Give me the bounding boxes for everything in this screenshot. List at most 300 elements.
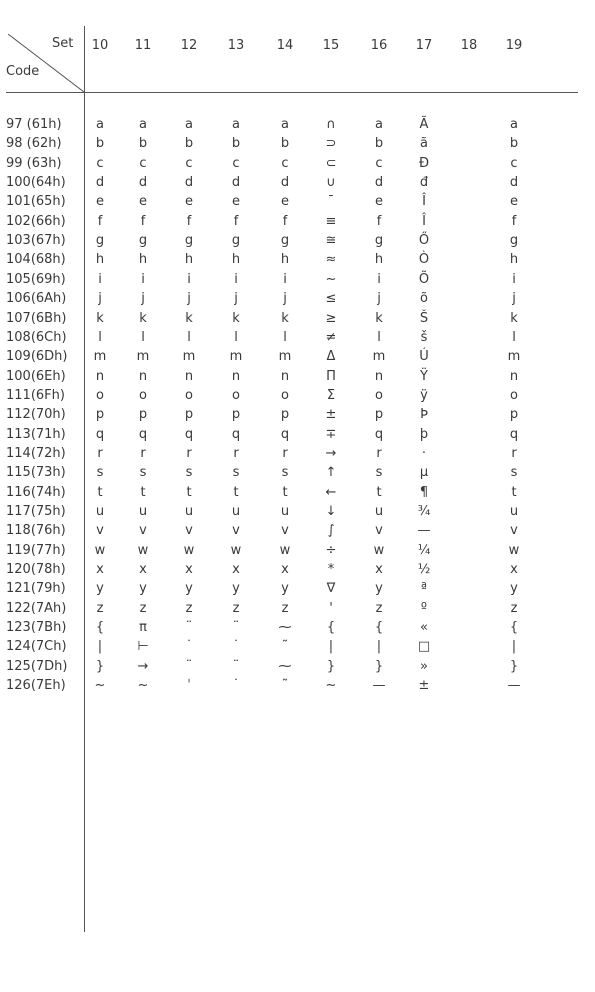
table-cell: b: [374, 136, 384, 152]
table-cell: g: [184, 233, 194, 249]
table-cell: |: [97, 639, 103, 655]
set-header-18: 18: [460, 38, 478, 53]
table-cell: ˙: [232, 678, 240, 694]
table-cell: s: [96, 465, 104, 481]
table-cell: q: [231, 426, 241, 442]
table-cell: c: [185, 155, 193, 171]
table-cell: z: [185, 600, 193, 616]
table-cell: ¶: [419, 484, 429, 500]
table-cell: ª: [420, 581, 428, 597]
table-cell: µ: [419, 465, 429, 481]
table-cell: x: [185, 562, 193, 578]
table-cell: w: [183, 542, 195, 558]
table-cell: Þ: [420, 407, 428, 423]
table-cell: g: [95, 233, 105, 249]
table-cell: q: [95, 426, 105, 442]
table-cell: r: [282, 445, 288, 461]
table-cell: v: [510, 523, 518, 539]
table-cell: w: [94, 542, 106, 558]
table-cell: ˙: [232, 639, 240, 655]
table-cell: ≡: [325, 213, 337, 229]
table-cell: l: [283, 329, 287, 345]
table-cell: g: [280, 233, 290, 249]
table-cell: g: [231, 233, 241, 249]
table-cell: n: [280, 368, 290, 384]
table-cell: j: [187, 291, 191, 307]
table-cell: f: [282, 213, 288, 229]
table-cell: l: [98, 329, 102, 345]
table-cell: o: [139, 387, 147, 403]
table-cell: z: [510, 600, 518, 616]
table-cell: º: [420, 600, 428, 616]
table-cell: Õ: [418, 271, 430, 287]
set-header-11: 11: [134, 38, 152, 53]
row-code: 100(6Eh): [6, 368, 66, 384]
table-cell: š: [420, 329, 428, 345]
row-code: 117(75h): [6, 504, 66, 519]
table-cell: a: [510, 117, 518, 132]
table-cell: ¨: [232, 620, 240, 636]
table-cell: h: [280, 252, 290, 268]
table-cell: Ú: [419, 349, 429, 365]
table-cell: ∫: [327, 523, 335, 539]
table-cell: s: [185, 465, 193, 481]
table-cell: j: [234, 291, 238, 307]
table-cell: o: [185, 387, 193, 403]
table-cell: ∓: [325, 426, 337, 442]
table-cell: c: [139, 155, 147, 171]
table-cell: w: [373, 542, 385, 558]
table-cell: f: [186, 213, 192, 229]
table-cell: y: [375, 581, 383, 597]
table-cell: a: [96, 117, 104, 132]
row-code: 98 (62h): [6, 136, 62, 152]
set-header-17: 17: [415, 38, 433, 53]
row-code: 124(7Ch): [6, 639, 67, 655]
table-cell: ⊂: [325, 155, 337, 171]
corner-code-label: Code: [6, 64, 40, 79]
table-cell: q: [138, 426, 148, 442]
table-cell: ⊃: [325, 136, 337, 152]
table-cell: q: [184, 426, 194, 442]
table-cell: s: [510, 465, 518, 481]
row-code: 107(6Bh): [6, 310, 67, 326]
table-cell: h: [231, 252, 241, 268]
row-code: 100(64h): [6, 175, 66, 191]
table-cell: v: [185, 523, 193, 539]
table-cell: u: [95, 504, 105, 519]
table-cell: w: [137, 542, 149, 558]
table-cell: s: [375, 465, 383, 481]
table-cell: m: [182, 349, 196, 365]
row-code: 104(68h): [6, 252, 66, 268]
table-cell: q: [509, 426, 519, 442]
row-code: 118(76h): [6, 523, 66, 539]
table-cell: o: [281, 387, 289, 403]
table-cell: y: [232, 581, 240, 597]
table-cell: ∩: [326, 117, 336, 132]
table-cell: k: [510, 310, 518, 326]
table-cell: ˜: [281, 639, 289, 655]
table-cell: m: [507, 349, 521, 365]
table-cell: m: [278, 349, 292, 365]
table-cell: e: [375, 194, 383, 210]
table-cell: y: [281, 581, 289, 597]
table-cell: f: [233, 213, 239, 229]
table-cell: n: [95, 368, 105, 384]
set-header-12: 12: [180, 38, 198, 53]
table-cell: ±: [418, 678, 430, 694]
table-cell: o: [232, 387, 240, 403]
row-code: 119(77h): [6, 542, 66, 558]
table-cell: a: [139, 117, 147, 132]
table-cell: m: [372, 349, 386, 365]
set-header-10: 10: [91, 38, 109, 53]
table-cell: ÷: [325, 542, 337, 558]
row-code: 112(70h): [6, 407, 66, 423]
table-cell: —: [507, 678, 521, 694]
table-cell: x: [510, 562, 518, 578]
table-cell: Î: [422, 194, 426, 210]
table-cell: õ: [420, 291, 428, 307]
table-cell: h: [374, 252, 384, 268]
table-cell: ˜: [281, 678, 289, 694]
table-cell: w: [508, 542, 520, 558]
table-cell: t: [97, 484, 103, 500]
table-cell: x: [375, 562, 383, 578]
table-cell: p: [138, 407, 148, 423]
table-cell: ±: [325, 407, 337, 423]
table-cell: z: [139, 600, 147, 616]
table-cell: }: [374, 658, 384, 674]
set-header-15: 15: [322, 38, 340, 53]
table-cell: p: [509, 407, 519, 423]
table-cell: ≤: [325, 291, 337, 307]
table-cell: m: [136, 349, 150, 365]
table-cell: z: [96, 600, 104, 616]
table-cell: p: [184, 407, 194, 423]
table-cell: Ÿ: [420, 368, 428, 384]
table-cell: k: [281, 310, 289, 326]
set-header-19: 19: [505, 38, 523, 53]
table-cell: a: [281, 117, 289, 132]
table-cell: r: [233, 445, 239, 461]
table-cell: ~: [137, 678, 149, 694]
table-cell: g: [374, 233, 384, 249]
row-code: 97 (61h): [6, 117, 62, 132]
corner-set-label: Set: [52, 36, 74, 51]
table-cell: u: [231, 504, 241, 519]
table-cell: n: [374, 368, 384, 384]
table-cell: e: [185, 194, 193, 210]
table-cell: ˙: [185, 639, 193, 655]
row-code: 122(7Ah): [6, 600, 67, 616]
table-cell: b: [95, 136, 105, 152]
table-cell: l: [234, 329, 238, 345]
table-cell: ': [329, 600, 333, 616]
table-cell: {: [509, 620, 519, 636]
table-cell: «: [420, 620, 428, 636]
table-cell: v: [375, 523, 383, 539]
table-cell: s: [281, 465, 289, 481]
table-cell: k: [139, 310, 147, 326]
table-cell: m: [229, 349, 243, 365]
table-cell: t: [186, 484, 192, 500]
table-cell: j: [512, 291, 516, 307]
table-cell: d: [184, 175, 194, 191]
table-cell: s: [232, 465, 240, 481]
table-cell: Σ: [326, 387, 336, 403]
table-cell: b: [184, 136, 194, 152]
table-cell: e: [232, 194, 240, 210]
table-cell: h: [184, 252, 194, 268]
table-cell: q: [374, 426, 384, 442]
table-cell: a: [185, 117, 193, 132]
table-cell: x: [232, 562, 240, 578]
table-cell: —: [417, 523, 431, 539]
table-cell: c: [375, 155, 383, 171]
table-cell: đ: [419, 175, 429, 191]
table-cell: {: [374, 620, 384, 636]
table-cell: →: [325, 445, 337, 461]
row-code: 125(7Dh): [6, 658, 68, 674]
row-code: 99 (63h): [6, 155, 62, 171]
table-cell: Î: [422, 213, 426, 229]
table-cell: |: [376, 639, 382, 655]
table-cell: ã: [420, 136, 428, 152]
table-cell: Δ: [326, 349, 336, 365]
table-cell: h: [509, 252, 519, 268]
row-code: 126(7Eh): [6, 678, 66, 694]
table-cell: ≥: [325, 310, 337, 326]
row-code: 121(79h): [6, 581, 66, 597]
table-cell: w: [279, 542, 291, 558]
table-cell: n: [138, 368, 148, 384]
table-cell: ↓: [325, 504, 337, 519]
table-cell: }: [326, 658, 336, 674]
table-cell: r: [97, 445, 103, 461]
table-cell: □: [417, 639, 431, 655]
table-cell: n: [509, 368, 519, 384]
table-cell: þ: [419, 426, 429, 442]
table-cell: x: [96, 562, 104, 578]
table-cell: d: [374, 175, 384, 191]
table-cell: ↑: [325, 465, 337, 481]
row-code: 111(6Fh): [6, 387, 65, 403]
table-cell: ≅: [325, 233, 337, 249]
table-cell: q: [280, 426, 290, 442]
table-cell: b: [280, 136, 290, 152]
table-cell: d: [95, 175, 105, 191]
table-cell: i: [512, 271, 516, 287]
table-cell: s: [139, 465, 147, 481]
table-cell: }: [509, 658, 519, 674]
table-cell: f: [511, 213, 517, 229]
table-cell: k: [185, 310, 193, 326]
table-cell: u: [509, 504, 519, 519]
table-cell: y: [96, 581, 104, 597]
table-cell: h: [95, 252, 105, 268]
table-cell: o: [96, 387, 104, 403]
table-cell: l: [187, 329, 191, 345]
table-cell: r: [186, 445, 192, 461]
table-cell: x: [139, 562, 147, 578]
table-cell: j: [141, 291, 145, 307]
table-cell: g: [509, 233, 519, 249]
table-cell: t: [511, 484, 517, 500]
table-cell: u: [374, 504, 384, 519]
table-cell: d: [509, 175, 519, 191]
table-cell: ~: [325, 678, 337, 694]
table-cell: {: [95, 620, 105, 636]
table-cell: ≈: [325, 252, 337, 268]
row-code: 106(6Ah): [6, 291, 67, 307]
table-cell: m: [93, 349, 107, 365]
table-cell: c: [96, 155, 104, 171]
table-cell: *: [327, 562, 335, 578]
table-cell: a: [375, 117, 383, 132]
table-cell: b: [509, 136, 519, 152]
table-cell: l: [377, 329, 381, 345]
table-cell: i: [283, 271, 287, 287]
table-cell: r: [140, 445, 146, 461]
table-cell: Ò: [418, 252, 430, 268]
table-cell: ·: [421, 445, 427, 461]
table-cell: y: [139, 581, 147, 597]
table-cell: ½: [417, 562, 431, 578]
row-code: 101(65h): [6, 194, 66, 210]
table-cell: ←: [325, 484, 337, 500]
table-cell: b: [138, 136, 148, 152]
table-cell: ~: [94, 678, 106, 694]
table-cell: d: [138, 175, 148, 191]
table-cell: h: [138, 252, 148, 268]
table-cell: k: [96, 310, 104, 326]
table-cell: →: [137, 658, 149, 674]
table-cell: ⁓: [278, 620, 292, 636]
row-code: 103(67h): [6, 233, 66, 249]
table-cell: ÿ: [420, 387, 428, 403]
row-code: 123(7Bh): [6, 620, 67, 636]
table-cell: g: [138, 233, 148, 249]
table-cell: r: [511, 445, 517, 461]
table-cell: o: [375, 387, 383, 403]
table-cell: v: [96, 523, 104, 539]
table-cell: t: [282, 484, 288, 500]
table-cell: ¼: [417, 542, 431, 558]
set-header-14: 14: [276, 38, 294, 53]
row-code: 113(71h): [6, 426, 66, 442]
table-cell: ˈ: [187, 678, 191, 694]
table-cell: c: [232, 155, 240, 171]
table-cell: r: [376, 445, 382, 461]
table-cell: ≠: [325, 329, 337, 345]
table-cell: l: [141, 329, 145, 345]
table-cell: e: [510, 194, 518, 210]
code-column-divider: [84, 26, 85, 932]
table-cell: z: [232, 600, 240, 616]
row-code: 114(72h): [6, 445, 66, 461]
table-cell: Π: [326, 368, 336, 384]
table-cell: }: [95, 658, 105, 674]
table-cell: ¨: [232, 658, 240, 674]
table-cell: c: [281, 155, 289, 171]
table-cell: i: [187, 271, 191, 287]
table-cell: n: [184, 368, 194, 384]
table-cell: ⊢: [137, 639, 149, 655]
row-code: 116(74h): [6, 484, 66, 500]
table-cell: π: [139, 620, 147, 636]
table-cell: u: [280, 504, 290, 519]
table-cell: y: [510, 581, 518, 597]
table-cell: ¨: [185, 658, 193, 674]
table-cell: d: [280, 175, 290, 191]
table-cell: v: [139, 523, 147, 539]
table-cell: p: [374, 407, 384, 423]
row-code: 102(66h): [6, 213, 66, 229]
table-cell: y: [185, 581, 193, 597]
table-cell: i: [377, 271, 381, 287]
table-cell: l: [512, 329, 516, 345]
table-cell: k: [375, 310, 383, 326]
table-cell: c: [510, 155, 518, 171]
table-cell: a: [232, 117, 240, 132]
table-cell: u: [184, 504, 194, 519]
table-cell: t: [140, 484, 146, 500]
set-header-13: 13: [227, 38, 245, 53]
table-cell: Ő: [418, 233, 430, 249]
table-cell: v: [232, 523, 240, 539]
table-cell: e: [281, 194, 289, 210]
table-cell: ~: [325, 271, 337, 287]
table-cell: »: [420, 658, 428, 674]
table-cell: f: [140, 213, 146, 229]
table-cell: p: [280, 407, 290, 423]
table-cell: b: [231, 136, 241, 152]
table-cell: t: [376, 484, 382, 500]
table-cell: |: [511, 639, 517, 655]
table-cell: Đ: [418, 155, 430, 171]
table-cell: e: [139, 194, 147, 210]
table-cell: n: [231, 368, 241, 384]
table-cell: d: [231, 175, 241, 191]
row-code: 105(69h): [6, 271, 66, 287]
table-cell: o: [510, 387, 518, 403]
table-cell: Ã: [419, 117, 429, 132]
table-cell: Š: [419, 310, 429, 326]
table-cell: z: [281, 600, 289, 616]
table-cell: i: [141, 271, 145, 287]
table-cell: {: [326, 620, 336, 636]
table-cell: x: [281, 562, 289, 578]
table-cell: ¯: [327, 194, 335, 210]
set-header-16: 16: [370, 38, 388, 53]
table-cell: f: [97, 213, 103, 229]
table-cell: e: [96, 194, 104, 210]
table-cell: j: [283, 291, 287, 307]
table-cell: ¨: [185, 620, 193, 636]
table-cell: t: [233, 484, 239, 500]
table-cell: p: [231, 407, 241, 423]
table-cell: ¾: [417, 504, 431, 519]
row-code: 120(78h): [6, 562, 66, 578]
table-cell: v: [281, 523, 289, 539]
row-code: 109(6Dh): [6, 349, 68, 365]
header-divider: [6, 92, 578, 93]
row-code: 108(6Ch): [6, 329, 67, 345]
table-cell: z: [375, 600, 383, 616]
table-cell: ⁓: [278, 658, 292, 674]
